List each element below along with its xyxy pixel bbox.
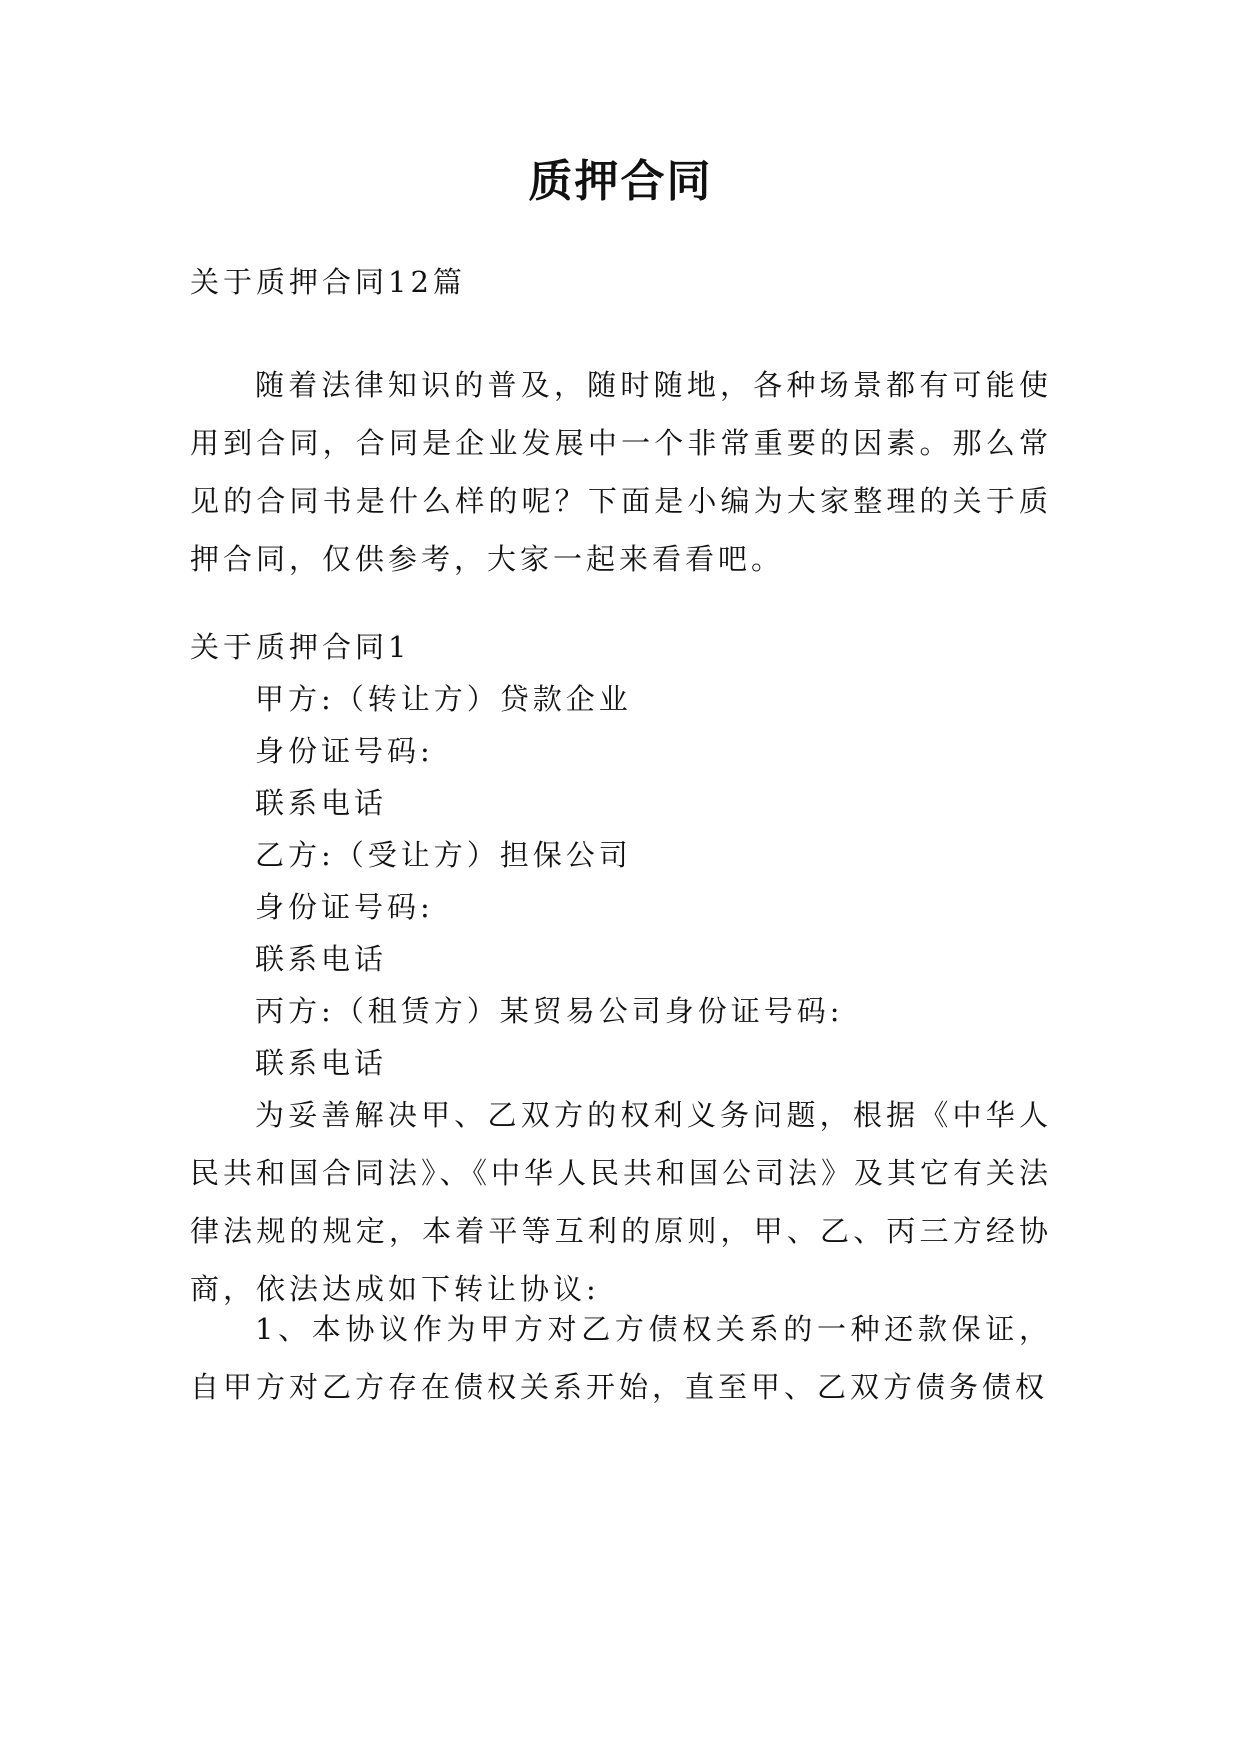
section-heading: 关于质押合同1	[190, 630, 411, 664]
party-c-phone-line: 联系电话	[255, 1046, 388, 1080]
intro-paragraph: 随着法律知识的普及，随时随地，各种场景都有可能使用到合同，合同是企业发展中一个非常重要的因素。那么常见的合同书是什么样的呢？下面是小编为大家整理的关于质押合同，仅供参考，大家一起来看看吧。	[190, 368, 1052, 576]
preamble-paragraph: 为妥善解决甲、乙双方的权利义务问题，根据《中华人民共和国合同法》、《中华人民共和国公司法》及其它有关法律法规的规定，本着平等互利的原则，甲、乙、丙三方经协商，依法达成如下转让协议:	[190, 1098, 1053, 1306]
party-b-phone-line: 联系电话	[255, 942, 388, 976]
clause-1-paragraph: 1、本协议作为甲方对乙方债权关系的一种还款保证，自甲方对乙方存在债权关系开始，直至甲、乙双方债务债权	[190, 1312, 1052, 1404]
party-a-id-line: 身份证号码:	[255, 734, 434, 768]
party-b-line: 乙方:（受让方）担保公司	[255, 838, 632, 872]
document-title: 质押合同	[528, 156, 713, 207]
party-a-line: 甲方:（转让方）贷款企业	[255, 682, 632, 716]
party-a-phone-line: 联系电话	[255, 786, 388, 820]
party-c-line: 丙方:（租赁方）某贸易公司身份证号码:	[255, 994, 844, 1028]
party-b-id-line: 身份证号码:	[255, 890, 434, 924]
document-subtitle: 关于质押合同12篇	[190, 265, 466, 299]
